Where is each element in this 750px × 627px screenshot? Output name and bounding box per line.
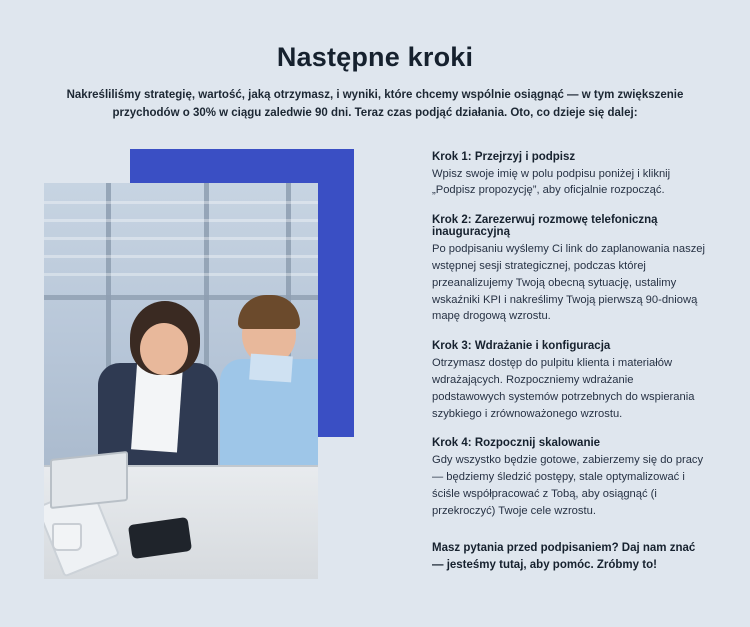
coffee-cup	[52, 523, 82, 551]
window-blind	[44, 237, 318, 240]
page-title: Następne kroki	[276, 42, 474, 72]
step-item	[432, 151, 706, 200]
step-body: Gdy wszystko będzie gotowe, zabierzemy się do pracy — będziemy śledzić postępy, stale optymalizować i ściśle współpracować z Tobą, aby osiągnąć (i przekroczyć) Twoje cele wzrostu.	[432, 454, 704, 517]
step-item	[432, 437, 706, 519]
window-blind	[44, 255, 318, 258]
step-item	[432, 340, 706, 422]
woman-shirt	[131, 363, 183, 452]
woman-face	[140, 323, 188, 375]
window-blind	[44, 219, 318, 222]
window-blind	[44, 273, 318, 276]
step-body: Wpisz swoje imię w polu podpisu poniżej i kliknij „Podpisz propozycję”, aby oficjalnie rozpocząć.	[432, 167, 671, 197]
step-body: Po podpisaniu wyślemy Ci link do zaplanowania naszej wstępnej sesji strategicznej, podczas której przeanalizujemy Twoją obecną sytuację, ustalimy wskaźniki KPI i nakreślimy Twoją pierwszą 90-dniową mapę drogową wzrostu.	[432, 243, 706, 323]
window-blind	[44, 201, 318, 204]
steps-column	[374, 149, 706, 574]
notebook	[50, 451, 128, 509]
step-body: Otrzymasz dostęp do pulpitu klienta i materiałów wdrażających. Rozpoczniemy wdrażanie podstawowych systemów potrzebnych do wspierania szybkiego i zrównoważonego wzrostu.	[432, 357, 695, 420]
team-photo	[44, 183, 318, 579]
step-item	[432, 214, 706, 325]
man-collar	[249, 353, 293, 382]
media-column	[44, 149, 374, 579]
step-title: Krok 1: Przejrzyj i podpisz	[432, 150, 576, 163]
closing-note: Masz pytania przed podpisaniem? Daj nam znać — jesteśmy tutaj, aby pomóc. Zróbmy to!	[432, 541, 696, 571]
step-title: Krok 2: Zarezerwuj rozmowę telefoniczną inauguracyjną	[432, 214, 658, 239]
intro-paragraph: Nakreśliliśmy strategię, wartość, jaką otrzymasz, i wyniki, które chcemy wspólnie osiągnąć — w tym zwiększenie przychodów o 30% w ciągu zaledwie 90 dni. Teraz czas podjąć działania. Oto, co dzieje się dalej:	[66, 89, 684, 119]
step-title: Krok 3: Wdrażanie i konfiguracja	[432, 340, 611, 353]
step-title: Krok 4: Rozpocznij skalowanie	[432, 437, 601, 450]
content-area	[44, 149, 706, 579]
